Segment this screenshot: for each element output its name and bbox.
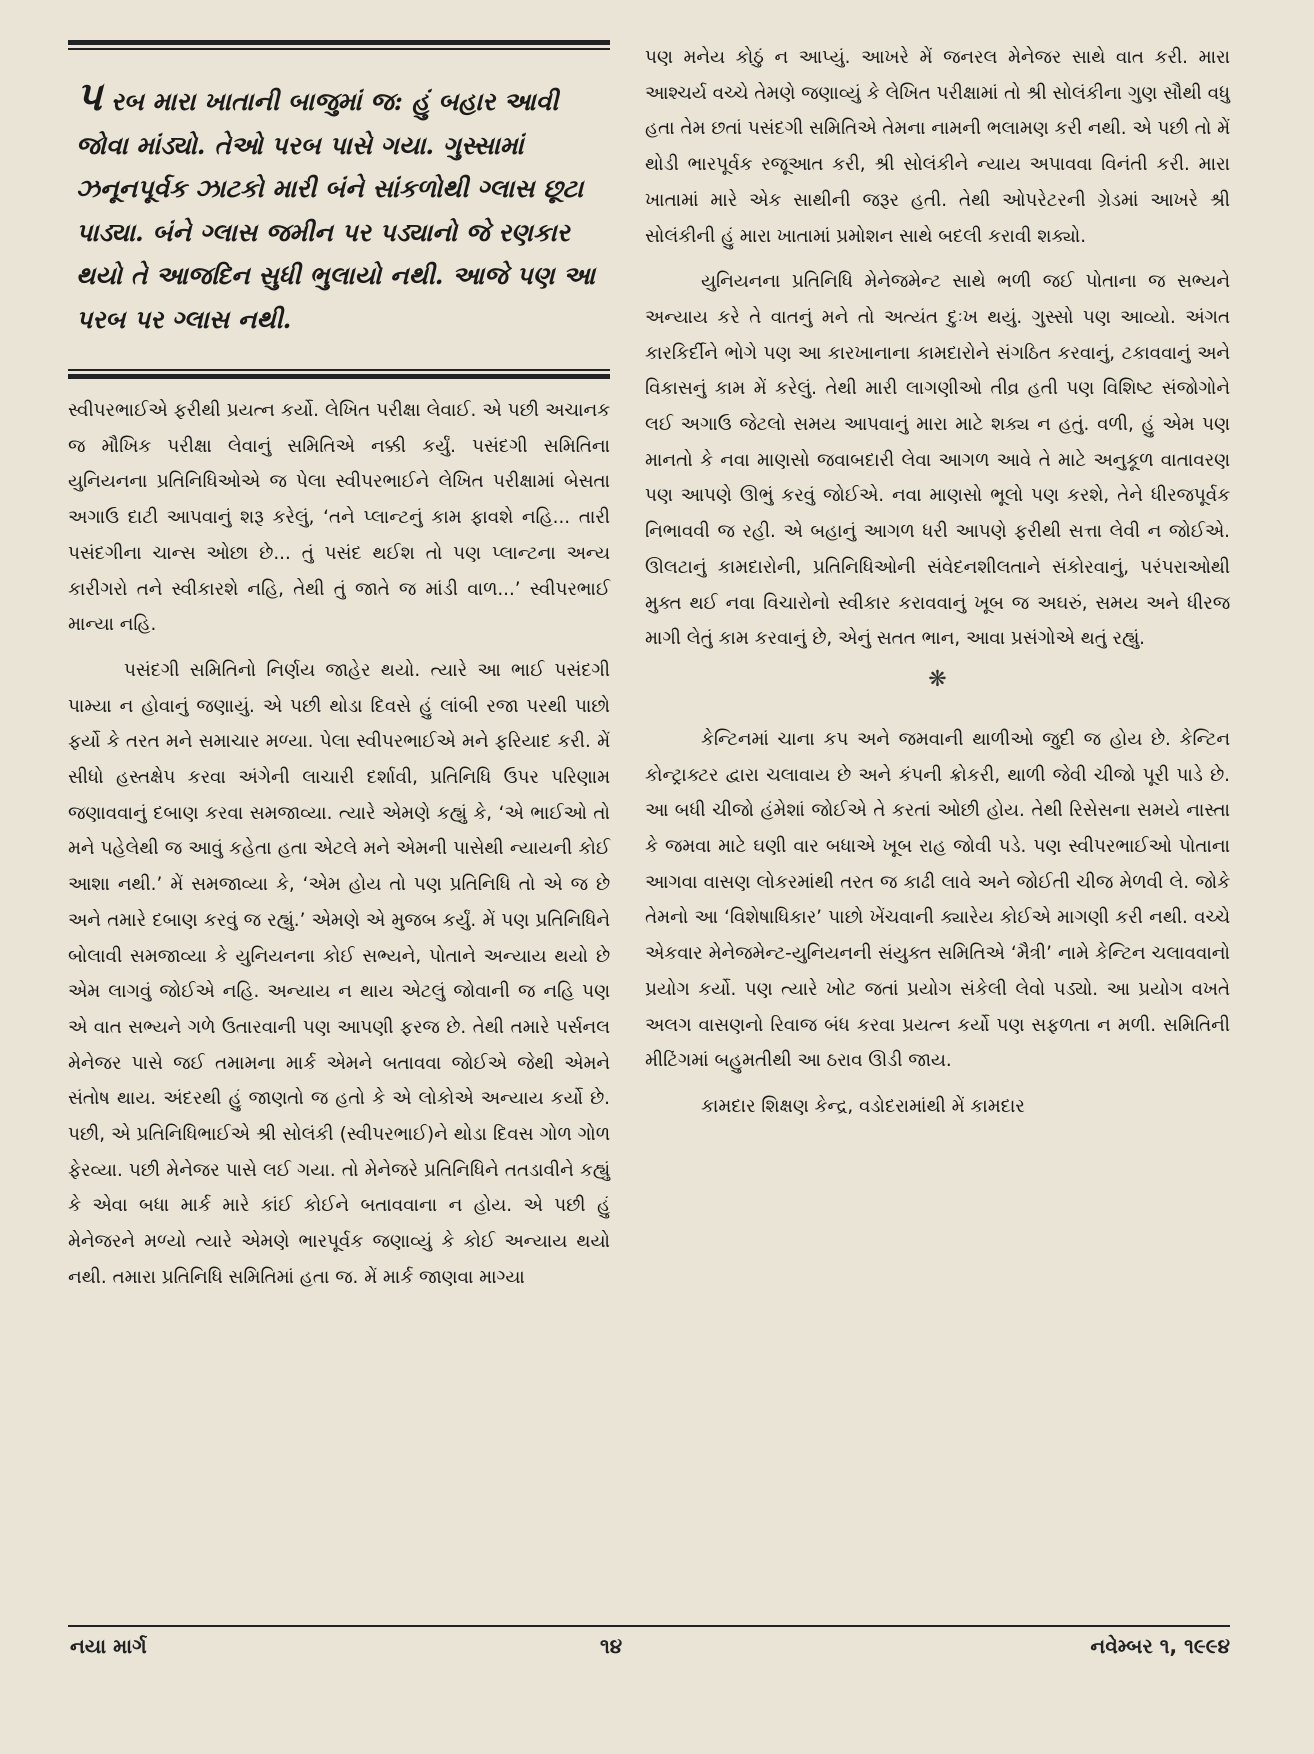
pull-quote <box>76 73 606 341</box>
top-rule <box>68 40 610 50</box>
pull-quote-bottom-rule <box>68 369 610 379</box>
issue-date: નવેમ્બર ૧, ૧૯૯૪ <box>1090 1634 1230 1658</box>
magazine-name: નયા માર્ગ <box>70 1634 147 1658</box>
pull-quote-dropcap: પ <box>76 73 102 120</box>
section-ornament-icon: ❋ <box>928 666 947 692</box>
page-number: ૧૪ <box>600 1634 623 1658</box>
body-paragraph: પસંદગી સમિતિનો નિર્ણય જાહેર થયો. ત્યારે આ ભાઈ પસંદગી પામ્યા ન હોવાનું જણાયું. એ પછી થોડા દિવસે હું લાંબી રજા પરથી પાછો ફર્યો કે તરત મને સમાચાર મળ્યા. પેલા સ્વીપરભાઈએ મને ફરિયાદ કરી. મેં સીધો હસ્તક્ષેપ કરવા અંગેની લાચારી દર્શાવી, પ્રતિનિધિ ઉપર પરિણામ જણાવવાનું દબાણ કરવા સમજાવ્યા. ત્યારે એમણે કહ્યું કે, ‘એ ભાઈઓ તો મને પહેલેથી જ આવું કહેતા હતા એટલે મને એમની પાસેથી ન્યાયની કોઈ આશા નથી.’ મેં સમજાવ્યા કે, ‘એમ હોય તો પણ પ્રતિનિધિ તો એ જ છે અને તમારે દબાણ કરવું જ રહ્યું.’ એમણે એ મુજબ કર્યું. મેં પણ પ્રતિનિધિને બોલાવી સમજાવ્યા કે યુનિયનના કોઈ સભ્યને, પોતાને અન્યાય થયો છે એમ લાગવું જોઈએ નહિ. અન્યાય ન થાય એટલું જોવાની જ નહિ પણ એ વાત સભ્યને ગળે ઉતારવાની પણ આપણી ફરજ છે. તેથી તમારે પર્સનલ મેનેજર પાસે જઈ તમામના માર્ક એમને બતાવવા જોઈએ જેથી એમને સંતોષ થાય. અંદરથી હું જાણતો જ હતો કે એ લોકોએ અન્યાય કર્યો છે. પછી, એ પ્રતિનિધિભાઈએ શ્રી સોલંકી (સ્વીપરભાઈ)ને થોડા દિવસ ગોળ ગોળ ફેરવ્યા. પછી મેનેજર પાસે લઈ ગયા. તો મેનેજરે પ્રતિનિધિને તતડાવીને કહ્યું કે એવા બધા માર્ક મારે કાંઈ કોઈને બતાવવાના ન હોય. એ પછી હું મેનેજરને મળ્યો ત્યારે એમણે ભારપૂર્વક જણાવ્યું કે કોઈ અન્યાય થયો નથી. તમારા પ્રતિનિધિ સમિતિમાં હતા જ. મેં માર્ક જાણવા માગ્યા <box>68 659 610 1288</box>
left-column <box>68 40 610 1306</box>
body-paragraph: કામદાર શિક્ષણ કેન્દ્ર, વડોદરામાંથી મેં કામદાર <box>701 1095 1025 1117</box>
footer-rule <box>68 1625 1230 1627</box>
pull-quote-text: રબ મારા ખાતાની બાજુમાં જ: હું બહાર આવી જોવા માંડ્યો. તેઓ પરબ પાસે ગયા. ગુસ્સામાં ઝનૂનપૂર્વક ઝાટકો મારી બંને સાંકળોથી ગ્લાસ છૂટા પાડ્યા. બંને ગ્લાસ જમીન પર પડ્યાનો જે રણકાર થયો તે આજદિન સુધી ભુલાયો નથી. આજે પણ આ પરબ પર ગ્લાસ નથી. <box>76 87 595 334</box>
right-column <box>645 40 1230 1135</box>
body-paragraph: પણ મનેય કોઠું ન આપ્યું. આખરે મેં જનરલ મેનેજર સાથે વાત કરી. મારા આશ્ચર્ય વચ્ચે તેમણે જણાવ્યું કે લેખિત પરીક્ષામાં તો શ્રી સોલંકીના ગુણ સૌથી વધુ હતા તેમ છતાં પસંદગી સમિતિએ તેમના નામની ભલામણ કરી નથી. એ પછી તો મેં થોડી ભારપૂર્વક રજૂઆત કરી, શ્રી સોલંકીને ન્યાય અપાવવા વિનંતી કરી. મારા ખાતામાં મારે એક સાથીની જરૂર હતી. તેથી ઓપરેટરની ગ્રેડમાં આખરે શ્રી સોલંકીની હું મારા ખાતામાં પ્રમોશન સાથે બદલી કરાવી શક્યો. <box>645 47 1230 247</box>
body-paragraph: સ્વીપરભાઈએ ફરીથી પ્રયત્ન કર્યો. લેખિત પરીક્ષા લેવાઈ. એ પછી અચાનક જ મૌખિક પરીક્ષા લેવાનું સમિતિએ નક્કી કર્યું. પસંદગી સમિતિના યુનિયનના પ્રતિનિધિઓએ જ પેલા સ્વીપરભાઈને લેખિત પરીક્ષામાં બેસતા અગાઉ દાટી આપવાનું શરૂ કરેલું, ‘તને પ્લાન્ટનું કામ ફાવશે નહિ... તારી પસંદગીના ચાન્સ ઓછા છે... તું પસંદ થઈશ તો પણ પ્લાન્ટના અન્ય કારીગરો તને સ્વીકારશે નહિ, તેથી તું જાતે જ માંડી વાળ...’ સ્વીપરભાઈ માન્યા નહિ. <box>68 400 610 636</box>
body-paragraph: યુનિયનના પ્રતિનિધિ મેનેજમેન્ટ સાથે ભળી જઈ પોતાના જ સભ્યને અન્યાય કરે તે વાતનું મને તો અત્યંત દુઃખ થયું. ગુસ્સો પણ આવ્યો. અંગત કારકિર્દીને ભોગે પણ આ કારખાનાના કામદારોને સંગઠિત કરવાનું, ટકાવવાનું અને વિકાસનું કામ મેં કરેલું. તેથી મારી લાગણીઓ તીવ્ર હતી પણ વિશિષ્ટ સંજોગોને લઈ અગાઉ જેટલો સમય આપવાનું મારા માટે શક્ય ન હતું. વળી, હું એમ પણ માનતો કે નવા માણસો જવાબદારી લેવા આગળ આવે તે માટે અનુકૂળ વાતાવરણ પણ આપણે ઊભું કરવું જોઈએ. નવા માણસો ભૂલો પણ કરશે, તેને ધીરજપૂર્વક નિભાવવી જ રહી. એ બહાનું આગળ ધરી આપણે ફરીથી સત્તા લેવી ન જોઈએ. ઊલટાનું કામદારોની, પ્રતિનિધિઓની સંવેદનશીલતાને સંકોરવાનું, પરંપરાઓથી મુક્ત થઈ નવા વિચારોનો સ્વીકાર કરાવવાનું ખૂબ જ અઘરું, સમય અને ધીરજ માગી લેતું કામ કરવાનું છે, એનું સતત ભાન, આવા પ્રસંગોએ થતું રહ્યું. <box>645 271 1230 650</box>
body-paragraph: કેન્ટિનમાં ચાના કપ અને જમવાની થાળીઓ જુદી જ હોય છે. કેન્ટિન કોન્ટ્રાક્ટર દ્વારા ચલાવાય છે અને કંપની ક્રોકરી, થાળી જેવી ચીજો પૂરી પાડે છે. આ બધી ચીજો હંમેશાં જોઈએ તે કરતાં ઓછી હોય. તેથી રિસેસના સમયે નાસ્તા કે જમવા માટે ઘણી વાર બધાએ ખૂબ રાહ જોવી પડે. પણ સ્વીપરભાઈઓ પોતાના આગવા વાસણ લોકરમાંથી તરત જ કાઢી લાવે અને જોઈતી ચીજ મેળવી લે. જોકે તેમનો આ ‘વિશેષાધિકાર’ પાછો ખેંચવાની ક્યારેય કોઈએ માગણી કરી નથી. વચ્ચે એકવાર મેનેજમેન્ટ-યુનિયનની સંયુક્ત સમિતિએ ‘મૈત્રી’ નામે કેન્ટિન ચલાવવાનો પ્રયોગ કર્યો. પણ ત્યારે ખોટ જતાં પ્રયોગ સંકેલી લેવો પડ્યો. આ પ્રયોગ વખતે અલગ વાસણનો રિવાજ બંધ કરવા પ્રયત્ન કર્યો પણ સફળતા ન મળી. સમિતિની મીટિંગમાં બહુમતીથી આ ઠરાવ ઊડી જાય. <box>645 728 1230 1072</box>
